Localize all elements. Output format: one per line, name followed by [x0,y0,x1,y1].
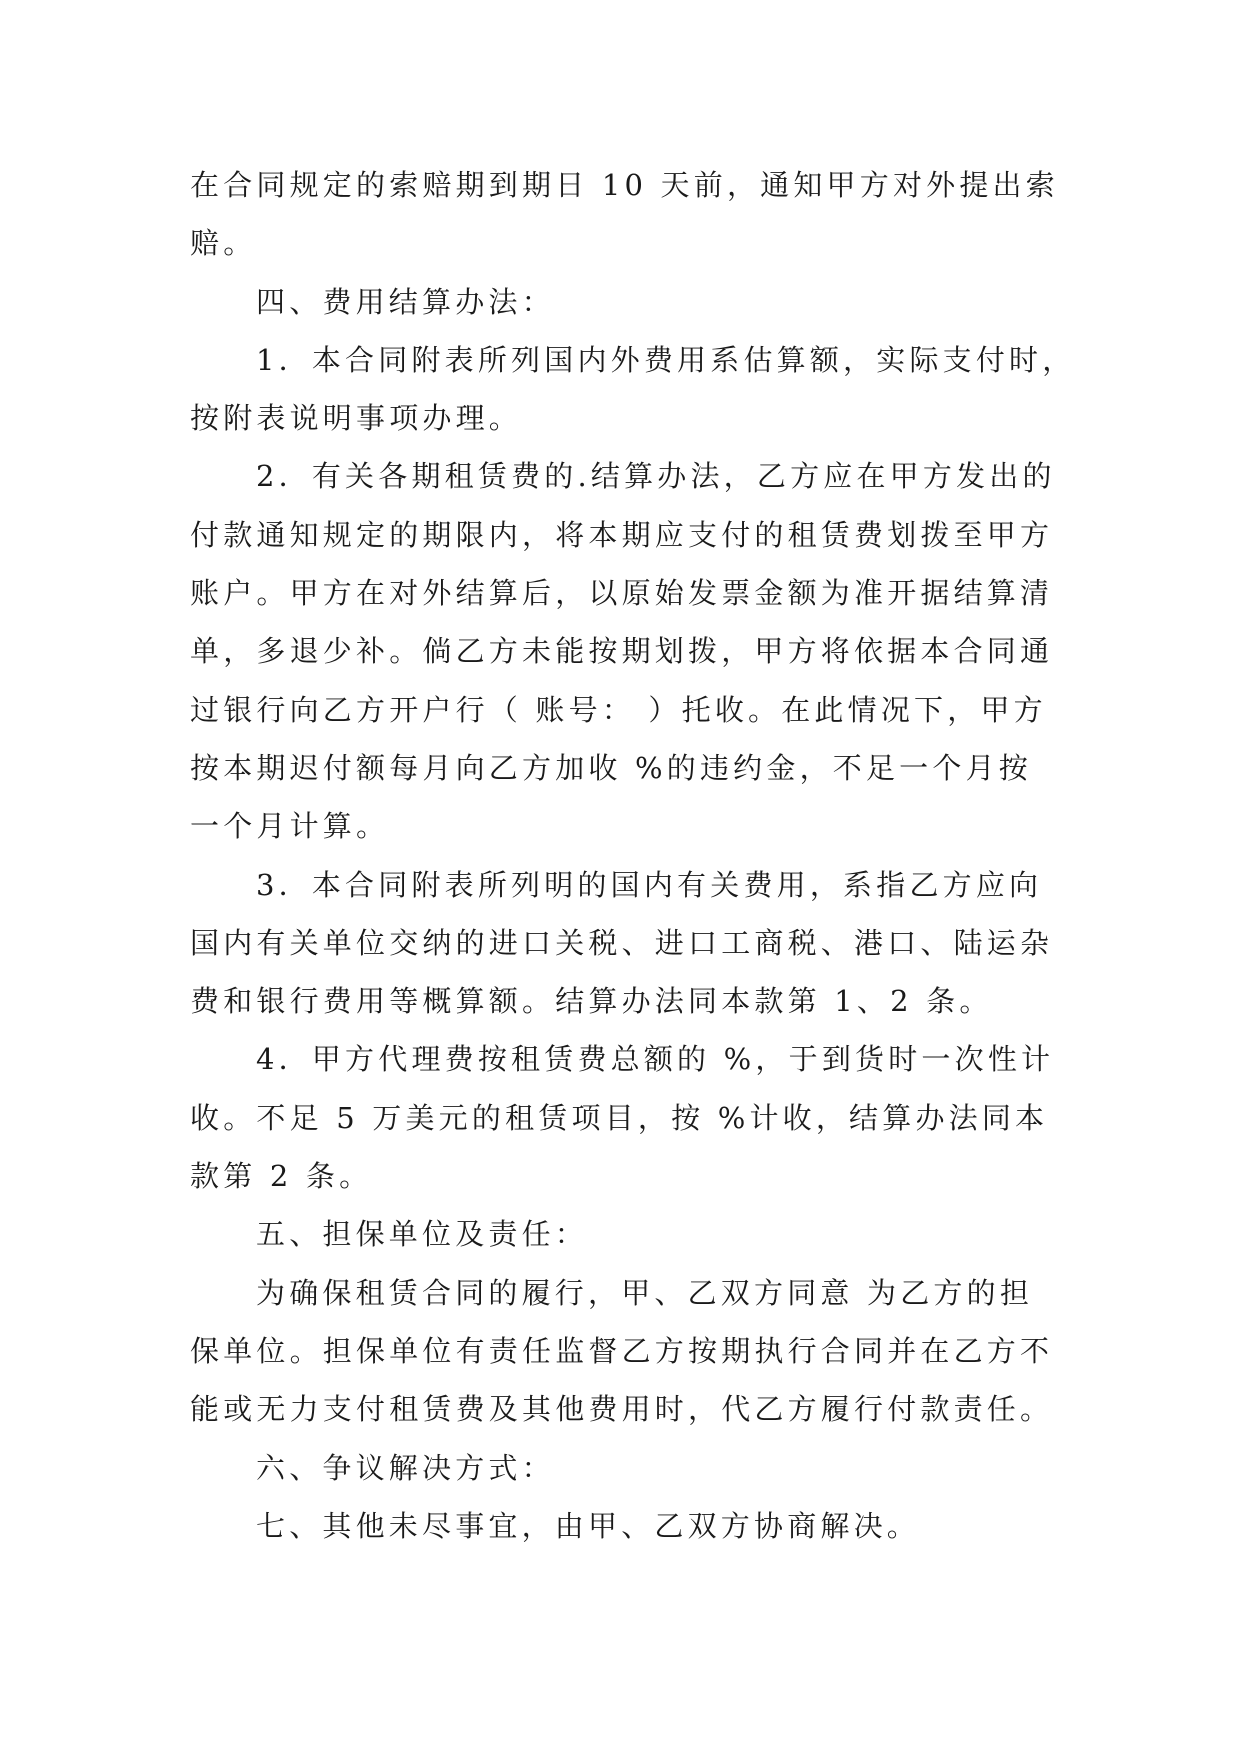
contract-text-body [190,156,1076,1555]
section-heading-fee-settlement: 四、费用结算办法： [256,284,555,319]
text-line: 一个月计算。 [190,809,390,844]
text-line: 费和银行费用等概算额。结算办法同本款第 1、2 条。 [190,984,993,1019]
text-line: 赔。 [190,226,257,261]
text-line: 能或无力支付租赁费及其他费用时，代乙方履行付款责任。 [190,1392,1054,1427]
clause-2-start: 2．有关各期租赁费的.结算办法，乙方应在甲方发出的 [256,459,1056,494]
section-heading-other-matters: 七、其他未尽事宜，由甲、乙双方协商解决。 [256,1508,921,1543]
text-line: 账户。甲方在对外结算后，以原始发票金额为准开据结算清 [190,576,1054,611]
text-line: 款第 2 条。 [190,1159,373,1194]
clause-4-start: 4．甲方代理费按租赁费总额的 %，于到货时一次性计 [256,1042,1055,1077]
text-line: 保单位。担保单位有责任监督乙方按期执行合同并在乙方不 [190,1333,1054,1368]
section-heading-guarantor: 五、担保单位及责任： [256,1217,589,1252]
section-heading-dispute-resolution: 六、争议解决方式： [256,1450,555,1485]
clause-3-start: 3．本合同附表所列明的国内有关费用，系指乙方应向 [256,867,1043,902]
text-line: 付款通知规定的期限内，将本期应支付的租赁费划拨至甲方 [190,517,1054,552]
text-line: 单，多退少补。倘乙方未能按期划拨，甲方将依据本合同通 [190,634,1054,669]
text-line: 按本期迟付额每月向乙方加收 %的违约金，不足一个月按 [190,750,1032,785]
text-line: 按附表说明事项办理。 [190,401,523,436]
text-line: 在合同规定的索赔期到期日 10 天前，通知甲方对外提出索 [190,168,1059,202]
clause-1-start: 1．本合同附表所列国内外费用系估算额，实际支付时， [256,342,1076,377]
text-line: 国内有关单位交纳的进口关税、进口工商税、港口、陆运杂 [190,925,1054,960]
guarantor-paragraph-start: 为确保租赁合同的履行，甲、乙双方同意 为乙方的担 [256,1275,1034,1310]
text-line: 收。不足 5 万美元的租赁项目，按 %计收，结算办法同本 [190,1100,1049,1135]
text-line: 过银行向乙方开户行（ 账号： ）托收。在此情况下，甲方 [190,692,1047,727]
